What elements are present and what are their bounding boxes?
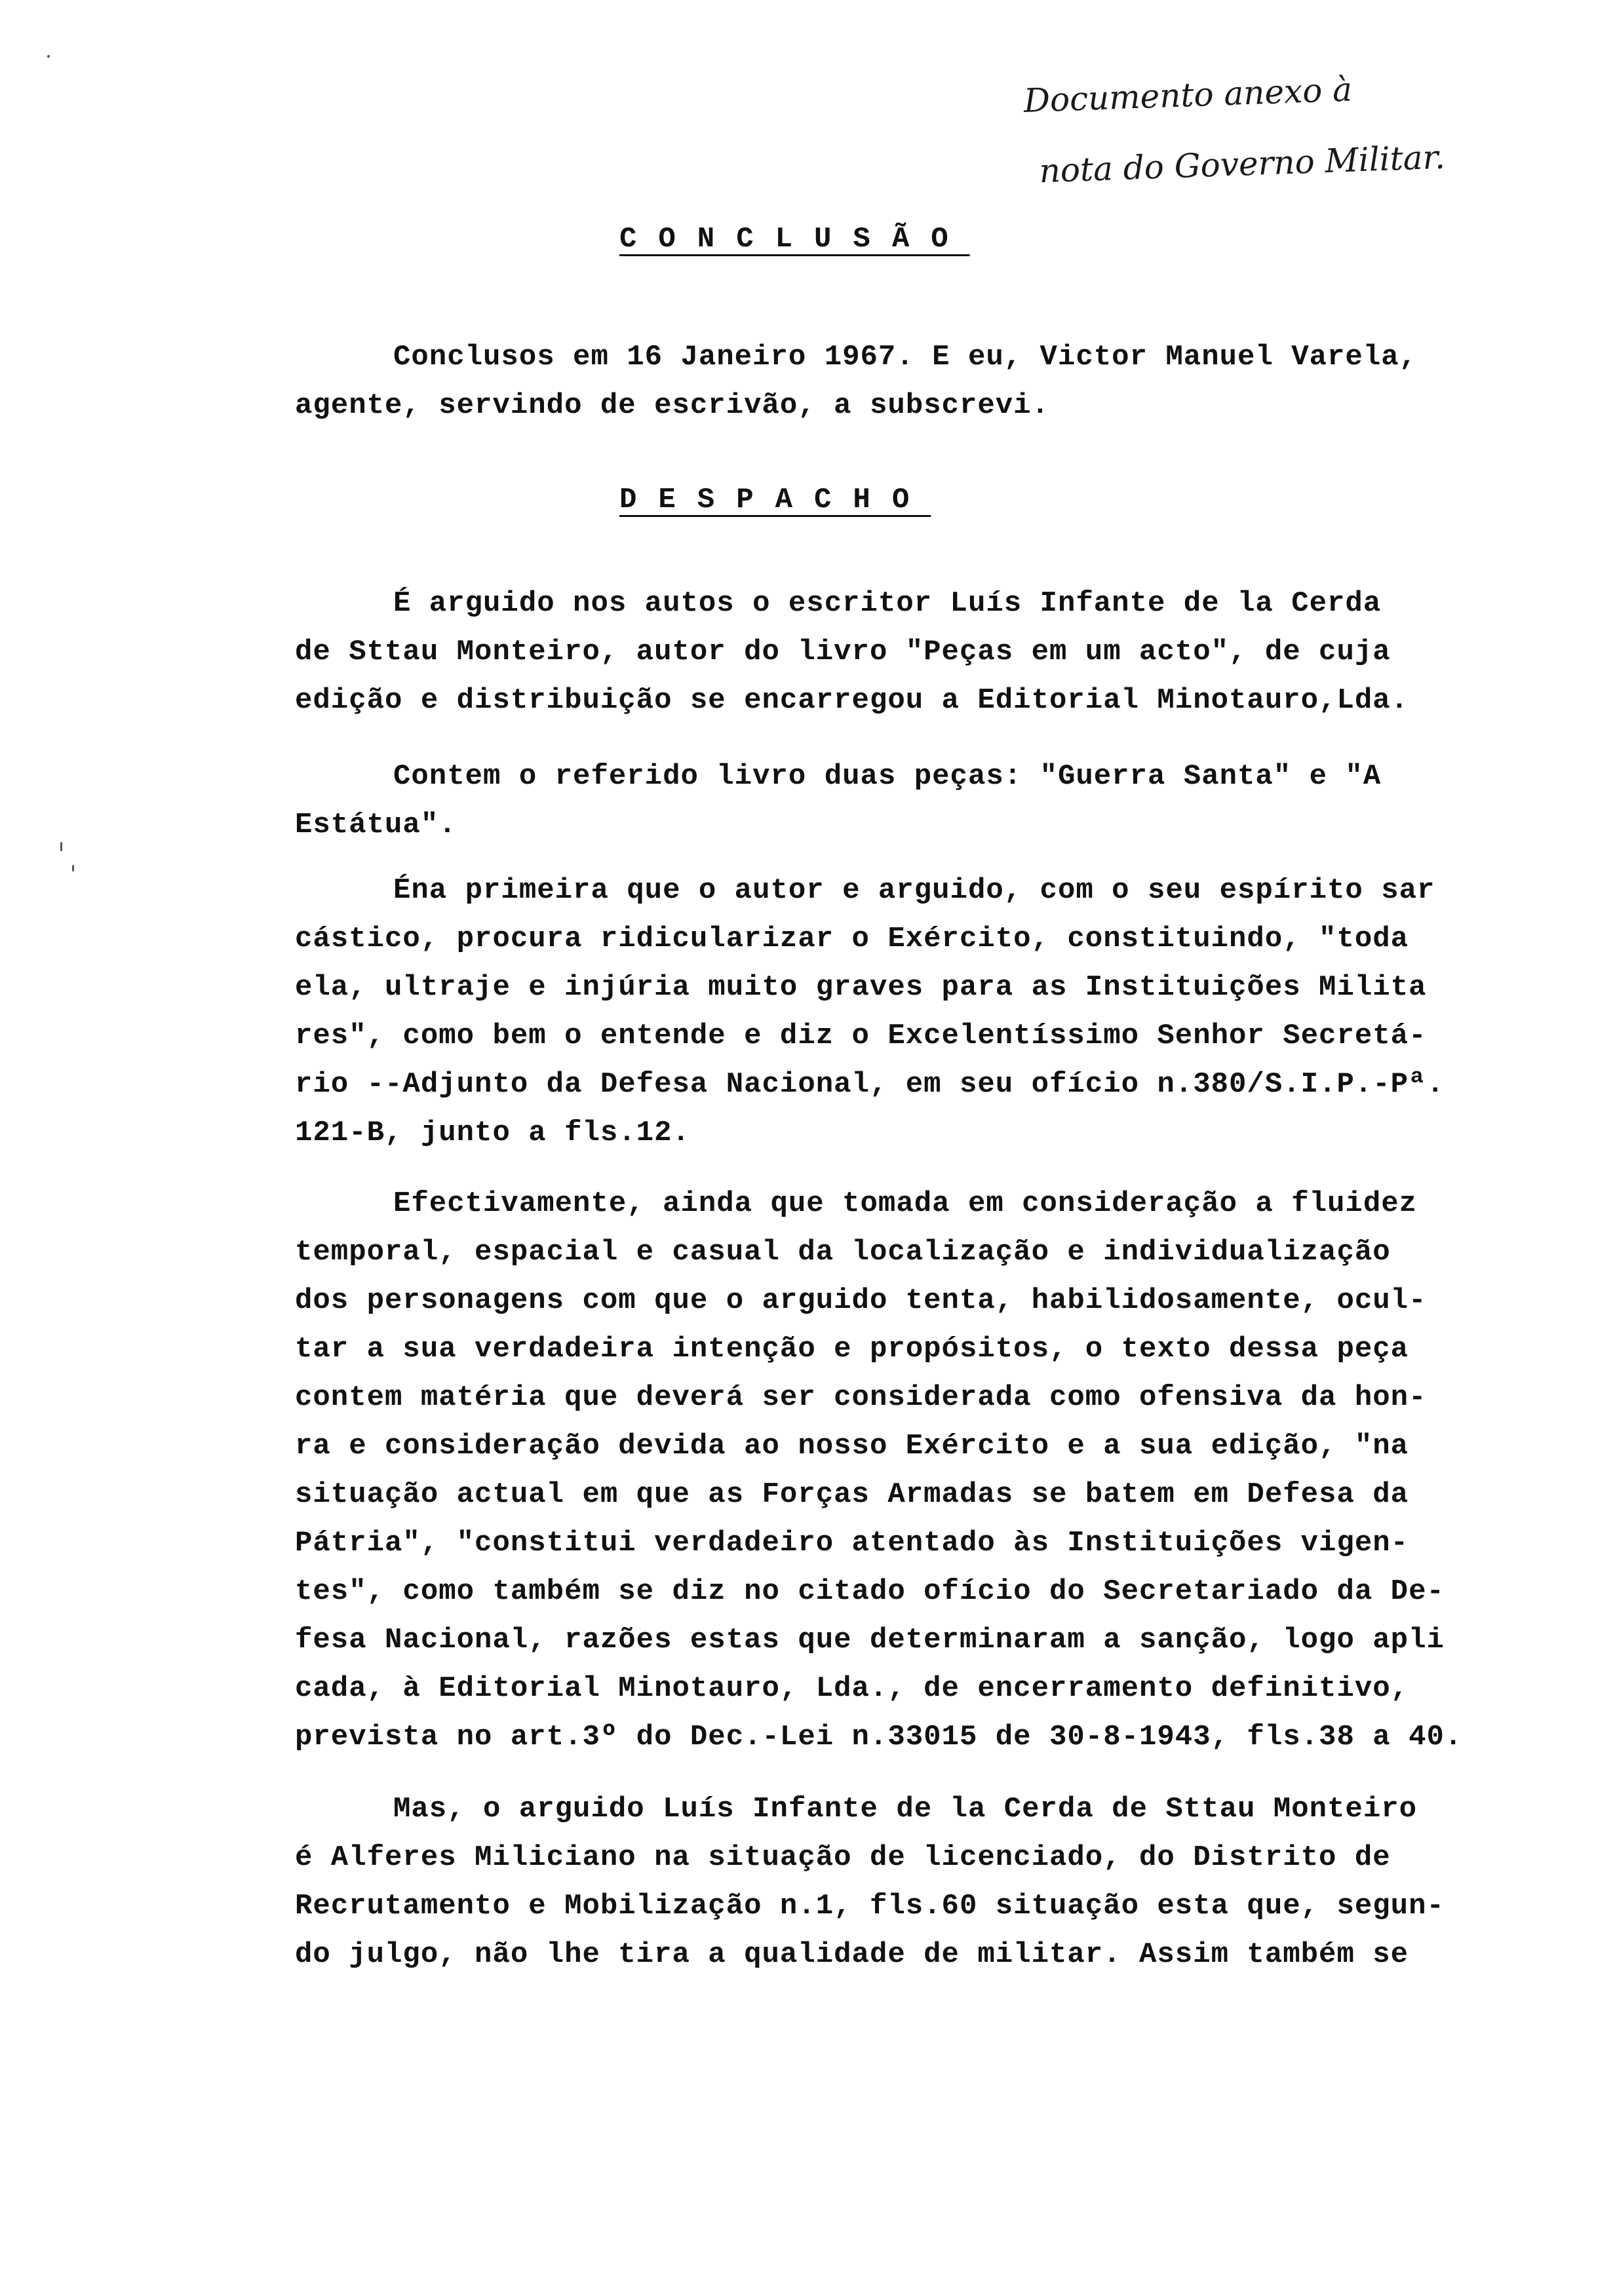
body-line: de Sttau Monteiro, autor do livro "Peças em um acto", de cuja <box>295 636 1391 668</box>
body-line: contem matéria que deverá ser considerada como ofensiva da hon- <box>295 1381 1427 1414</box>
body-line: fesa Nacional, razões estas que determinaram a sanção, logo apli <box>295 1624 1445 1656</box>
body-line: situação actual em que as Forças Armadas se batem em Defesa da <box>295 1478 1409 1511</box>
body-line: agente, servindo de escrivão, a subscrevi. <box>295 389 1049 422</box>
body-line: tar a sua verdadeira intenção e propósitos, o texto dessa peça <box>295 1333 1409 1366</box>
handwritten-line: nota do Governo Militar. <box>1038 138 1446 191</box>
body-line: do julgo, não lhe tira a qualidade de militar. Assim também se <box>295 1938 1409 1971</box>
body-line: Mas, o arguido Luís Infante de la Cerda de Sttau Monteiro <box>393 1793 1418 1826</box>
body-line: res", como bem o entende e diz o Excelentíssimo Senhor Secretá- <box>295 1020 1427 1052</box>
conclusao-heading: CONCLUSÃO <box>619 223 970 256</box>
body-line: É arguido nos autos o escritor Luís Infante de la Cerda <box>393 587 1382 620</box>
despacho-heading: DESPACHO <box>619 484 931 516</box>
handwritten-line: Documento anexo à <box>1022 70 1353 120</box>
scan-speck <box>47 55 50 58</box>
body-line: Conclusos em 16 Janeiro 1967. E eu, Victor Manuel Varela, <box>393 341 1418 373</box>
body-line: Estátua". <box>295 809 457 841</box>
body-line: ela, ultraje e injúria muito graves para as Instituições Milita <box>295 971 1427 1004</box>
body-line: prevista no art.3º do Dec.-Lei n.33015 de 30-8-1943, fls.38 a 40. <box>295 1721 1463 1753</box>
handwritten-annotation <box>1022 47 1565 206</box>
body-line: tes", como também se diz no citado ofício do Secretariado da De- <box>295 1575 1445 1608</box>
body-line: Contem o referido livro duas peças: "Guerra Santa" e "A <box>393 760 1382 793</box>
body-line: Pátria", "constitui verdadeiro atentado às Instituições vigen- <box>295 1527 1409 1559</box>
body-line: temporal, espacial e casual da localização e individualização <box>295 1236 1391 1269</box>
body-line: Recrutamento e Mobilização n.1, fls.60 situação esta que, segun- <box>295 1890 1445 1923</box>
body-line: Efectivamente, ainda que tomada em consideração a fluidez <box>393 1187 1418 1220</box>
scan-speck <box>72 865 74 871</box>
scan-speck <box>60 842 62 851</box>
body-line: Éna primeira que o autor e arguido, com o seu espírito sar <box>393 874 1435 907</box>
body-line: edição e distribuição se encarregou a Editorial Minotauro,Lda. <box>295 684 1409 717</box>
body-line: cástico, procura ridicularizar o Exército, constituindo, "toda <box>295 923 1409 955</box>
body-line: ra e consideração devida ao nosso Exército e a sua edição, "na <box>295 1430 1409 1463</box>
body-line: cada, à Editorial Minotauro, Lda., de encerramento definitivo, <box>295 1672 1409 1705</box>
body-line: rio --Adjunto da Defesa Nacional, em seu ofício n.380/S.I.P.-Pª. <box>295 1068 1445 1101</box>
body-line: dos personagens com que o arguido tenta, habilidosamente, ocul- <box>295 1284 1427 1317</box>
body-line: 121-B, junto a fls.12. <box>295 1117 690 1149</box>
body-line: é Alferes Miliciano na situação de licenciado, do Distrito de <box>295 1841 1391 1874</box>
